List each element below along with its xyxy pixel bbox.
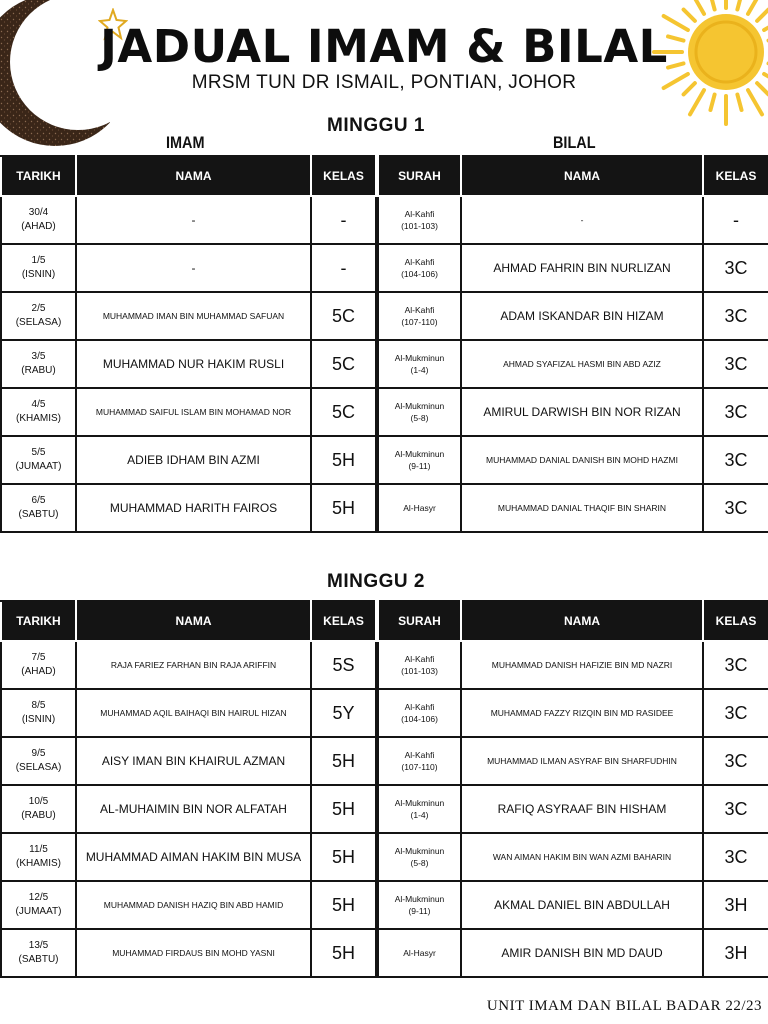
surah-cell	[377, 436, 461, 484]
date-cell-line: (KHAMIS)	[16, 858, 61, 869]
bilal-name-cell: MUHAMMAD ILMAN ASYRAF BIN SHARFUDHIN	[461, 737, 703, 785]
bilal-class-cell: 3C	[703, 292, 768, 340]
imam-class-cell: 5C	[311, 388, 377, 436]
date-cell-line: 5/5	[31, 447, 46, 458]
imam-class-cell: 5H	[311, 833, 377, 881]
sun-ray	[710, 95, 714, 110]
date-cell-line: 1/5	[31, 255, 46, 266]
surah-cell-line: Al-Mukminun	[394, 846, 445, 856]
footer-credit: UNIT IMAM DAN BILAL BADAR 22/23	[486, 998, 762, 1014]
date-cell-line: 13/5	[28, 940, 49, 951]
surah-cell-line: Al-Mukminun	[394, 353, 445, 363]
imam-name-cell: AISY IMAN BIN KHAIRUL AZMAN	[76, 737, 311, 785]
table-row	[1, 785, 768, 833]
week-title: MINGGU 1	[327, 115, 425, 136]
surah-cell	[377, 340, 461, 388]
bilal-name-cell: MUHAMMAD DANISH HAFIZIE BIN MD NAZRI	[461, 641, 703, 689]
sun-ray	[737, 95, 741, 110]
header-bilal-kelas: KELAS	[703, 601, 768, 641]
surah-cell	[377, 833, 461, 881]
surah-cell-line: (101-103)	[401, 221, 438, 231]
surah-cell-line: (9-11)	[408, 906, 431, 916]
bilal-name-cell: WAN AIMAN HAKIM BIN WAN AZMI BAHARIN	[461, 833, 703, 881]
sun-ray	[690, 0, 704, 14]
imam-name-cell: AL-MUHAIMIN BIN NOR ALFATAH	[76, 785, 311, 833]
bilal-name-cell: AHMAD SYAFIZAL HASMI BIN ABD AZIZ	[461, 340, 703, 388]
date-cell-line: (RABU)	[21, 810, 56, 821]
header-bilal-nama: NAMA	[461, 601, 703, 641]
surah-cell-line: Al-Kahfi	[404, 654, 435, 664]
date-cell	[1, 689, 76, 737]
imam-name-cell: MUHAMMAD SAIFUL ISLAM BIN MOHAMAD NOR	[76, 388, 311, 436]
table-row	[1, 340, 768, 388]
week-title: MINGGU 2	[327, 571, 425, 592]
bilal-name-cell: MUHAMMAD FAZZY RIZQIN BIN MD RASIDEE	[461, 689, 703, 737]
bilal-name-cell: AHMAD FAHRIN BIN NURLIZAN	[461, 244, 703, 292]
table-row	[1, 737, 768, 785]
date-cell-line: 9/5	[31, 748, 46, 759]
imam-class-cell: 5C	[311, 340, 377, 388]
date-cell-line: 3/5	[31, 351, 46, 362]
imam-class-cell: 5H	[311, 436, 377, 484]
table-row	[1, 929, 768, 977]
surah-cell	[377, 196, 461, 244]
imam-name-cell: MUHAMMAD DANISH HAZIQ BIN ABD HAMID	[76, 881, 311, 929]
table-row	[1, 196, 768, 244]
bilal-name-cell: AMIR DANISH BIN MD DAUD	[461, 929, 703, 977]
bilal-class-cell: 3C	[703, 436, 768, 484]
date-cell-line: (SELASA)	[15, 317, 62, 328]
header-imam-nama: NAMA	[76, 601, 311, 641]
date-cell-line: 6/5	[31, 495, 46, 506]
header-bilal-kelas: KELAS	[703, 156, 768, 196]
bilal-name-cell: -	[461, 196, 703, 244]
date-cell-line: (AHAD)	[21, 221, 56, 232]
bilal-name-cell: AMIRUL DARWISH BIN NOR RIZAN	[461, 388, 703, 436]
imam-name-cell: RAJA FARIEZ FARHAN BIN RAJA ARIFFIN	[76, 641, 311, 689]
date-cell-line: (JUMAAT)	[15, 906, 62, 917]
surah-cell-line: (9-11)	[408, 461, 431, 471]
surah-cell-line: (1-4)	[410, 810, 429, 820]
imam-class-cell: 5H	[311, 484, 377, 532]
bilal-class-cell: 3C	[703, 641, 768, 689]
imam-class-cell: 5C	[311, 292, 377, 340]
bilal-class-cell: 3C	[703, 340, 768, 388]
header-tarikh: TARIKH	[1, 156, 76, 196]
imam-class-cell: 5Y	[311, 689, 377, 737]
date-cell-line: (ISNIN)	[21, 714, 56, 725]
header-surah: SURAH	[377, 601, 461, 641]
bilal-class-cell: 3C	[703, 244, 768, 292]
date-cell-line: (ISNIN)	[21, 269, 56, 280]
imam-name-cell: MUHAMMAD AQIL BAIHAQI BIN HAIRUL HIZAN	[76, 689, 311, 737]
bilal-class-cell: 3H	[703, 929, 768, 977]
header-imam-kelas: KELAS	[311, 601, 377, 641]
table-row	[1, 388, 768, 436]
date-cell-line: (SABTU)	[18, 954, 59, 965]
surah-cell-line: Al-Mukminun	[394, 894, 445, 904]
date-cell	[1, 641, 76, 689]
imam-class-cell: -	[311, 196, 377, 244]
imam-class-cell: -	[311, 244, 377, 292]
date-cell	[1, 881, 76, 929]
surah-cell-line: Al-Mukminun	[394, 401, 445, 411]
date-cell-line: 7/5	[31, 652, 46, 663]
schedule-table-week-1	[0, 155, 768, 533]
surah-cell-line: Al-Hasyr	[403, 503, 436, 513]
imam-name-cell: -	[76, 196, 311, 244]
surah-cell-line: (101-103)	[401, 666, 438, 676]
bilal-name-cell: AKMAL DANIEL BIN ABDULLAH	[461, 881, 703, 929]
table-row	[1, 484, 768, 532]
surah-cell	[377, 244, 461, 292]
imam-name-cell: MUHAMMAD FIRDAUS BIN MOHD YASNI	[76, 929, 311, 977]
date-cell	[1, 196, 76, 244]
table-row	[1, 292, 768, 340]
surah-cell-line: (107-110)	[401, 317, 438, 327]
surah-cell	[377, 641, 461, 689]
table-row	[1, 689, 768, 737]
date-cell-line: (SABTU)	[18, 509, 59, 520]
surah-cell	[377, 388, 461, 436]
date-cell	[1, 436, 76, 484]
imam-class-cell: 5S	[311, 641, 377, 689]
imam-name-cell: MUHAMMAD IMAN BIN MUHAMMAD SAFUAN	[76, 292, 311, 340]
imam-name-cell: ADIEB IDHAM BIN AZMI	[76, 436, 311, 484]
date-cell-line: (RABU)	[21, 365, 56, 376]
bilal-class-cell: 3C	[703, 388, 768, 436]
bilal-class-cell: 3C	[703, 484, 768, 532]
surah-cell-line: (107-110)	[401, 762, 438, 772]
bilal-class-cell: 3C	[703, 833, 768, 881]
header-bilal-nama: NAMA	[461, 156, 703, 196]
date-cell-line: 8/5	[31, 700, 46, 711]
header-surah: SURAH	[377, 156, 461, 196]
page-subtitle: MRSM TUN DR ISMAIL, PONTIAN, JOHOR	[191, 72, 577, 93]
surah-cell	[377, 484, 461, 532]
imam-name-cell: MUHAMMAD AIMAN HAKIM BIN MUSA	[76, 833, 311, 881]
surah-cell	[377, 292, 461, 340]
date-cell-line: 11/5	[29, 844, 48, 855]
table-row	[1, 244, 768, 292]
date-cell-line: (JUMAAT)	[15, 461, 62, 472]
surah-cell-line: (104-106)	[401, 714, 438, 724]
sun-ray	[748, 0, 762, 14]
date-cell	[1, 484, 76, 532]
surah-cell-line: Al-Mukminun	[394, 449, 445, 459]
surah-cell-line: Al-Kahfi	[404, 209, 435, 219]
date-cell-line: 2/5	[31, 303, 46, 314]
sun-ray	[710, 0, 714, 9]
date-cell	[1, 292, 76, 340]
date-cell	[1, 388, 76, 436]
date-cell-line: 12/5	[28, 892, 49, 903]
bilal-section-label: BILAL	[553, 133, 596, 152]
surah-cell-line: Al-Hasyr	[403, 948, 436, 958]
schedule-table-week-2	[0, 600, 768, 978]
date-cell	[1, 340, 76, 388]
date-cell	[1, 785, 76, 833]
date-cell	[1, 929, 76, 977]
bilal-name-cell: RAFIQ ASYRAAF BIN HISHAM	[461, 785, 703, 833]
surah-cell-line: Al-Kahfi	[404, 305, 435, 315]
surah-cell-line: (104-106)	[401, 269, 438, 279]
surah-cell	[377, 929, 461, 977]
bilal-class-cell: 3H	[703, 881, 768, 929]
table-row	[1, 833, 768, 881]
imam-name-cell: -	[76, 244, 311, 292]
imam-class-cell: 5H	[311, 785, 377, 833]
surah-cell	[377, 689, 461, 737]
bilal-name-cell: MUHAMMAD DANIAL THAQIF BIN SHARIN	[461, 484, 703, 532]
date-cell-line: 30/4	[28, 207, 49, 218]
bilal-name-cell: MUHAMMAD DANIAL DANISH BIN MOHD HAZMI	[461, 436, 703, 484]
surah-cell	[377, 785, 461, 833]
surah-cell-line: Al-Mukminun	[394, 798, 445, 808]
table-row	[1, 641, 768, 689]
date-cell	[1, 244, 76, 292]
imam-name-cell: MUHAMMAD HARITH FAIROS	[76, 484, 311, 532]
date-cell	[1, 737, 76, 785]
bilal-class-cell: 3C	[703, 689, 768, 737]
date-cell-line: (SELASA)	[15, 762, 62, 773]
surah-cell	[377, 881, 461, 929]
bilal-class-cell: 3C	[703, 785, 768, 833]
page-title: JADUAL IMAM & BILAL	[100, 20, 668, 73]
imam-name-cell: MUHAMMAD NUR HAKIM RUSLI	[76, 340, 311, 388]
table-row	[1, 436, 768, 484]
surah-cell-line: (5-8)	[410, 413, 429, 423]
imam-class-cell: 5H	[311, 737, 377, 785]
table-row	[1, 881, 768, 929]
bilal-name-cell: ADAM ISKANDAR BIN HIZAM	[461, 292, 703, 340]
header-imam-kelas: KELAS	[311, 156, 377, 196]
surah-cell-line: Al-Kahfi	[404, 702, 435, 712]
surah-cell-line: (5-8)	[410, 858, 429, 868]
bilal-class-cell: 3C	[703, 737, 768, 785]
surah-cell-line: (1-4)	[410, 365, 429, 375]
header-tarikh: TARIKH	[1, 601, 76, 641]
imam-class-cell: 5H	[311, 929, 377, 977]
imam-class-cell: 5H	[311, 881, 377, 929]
surah-cell	[377, 737, 461, 785]
surah-cell-line: Al-Kahfi	[404, 750, 435, 760]
date-cell-line: 4/5	[31, 399, 46, 410]
imam-section-label: IMAM	[166, 133, 205, 152]
sun-ray	[737, 0, 741, 9]
date-cell-line: (AHAD)	[21, 666, 56, 677]
header-imam-nama: NAMA	[76, 156, 311, 196]
date-cell-line: (KHAMIS)	[16, 413, 61, 424]
date-cell-line: 10/5	[28, 796, 49, 807]
bilal-class-cell: -	[703, 196, 768, 244]
surah-cell-line: Al-Kahfi	[404, 257, 435, 267]
date-cell	[1, 833, 76, 881]
